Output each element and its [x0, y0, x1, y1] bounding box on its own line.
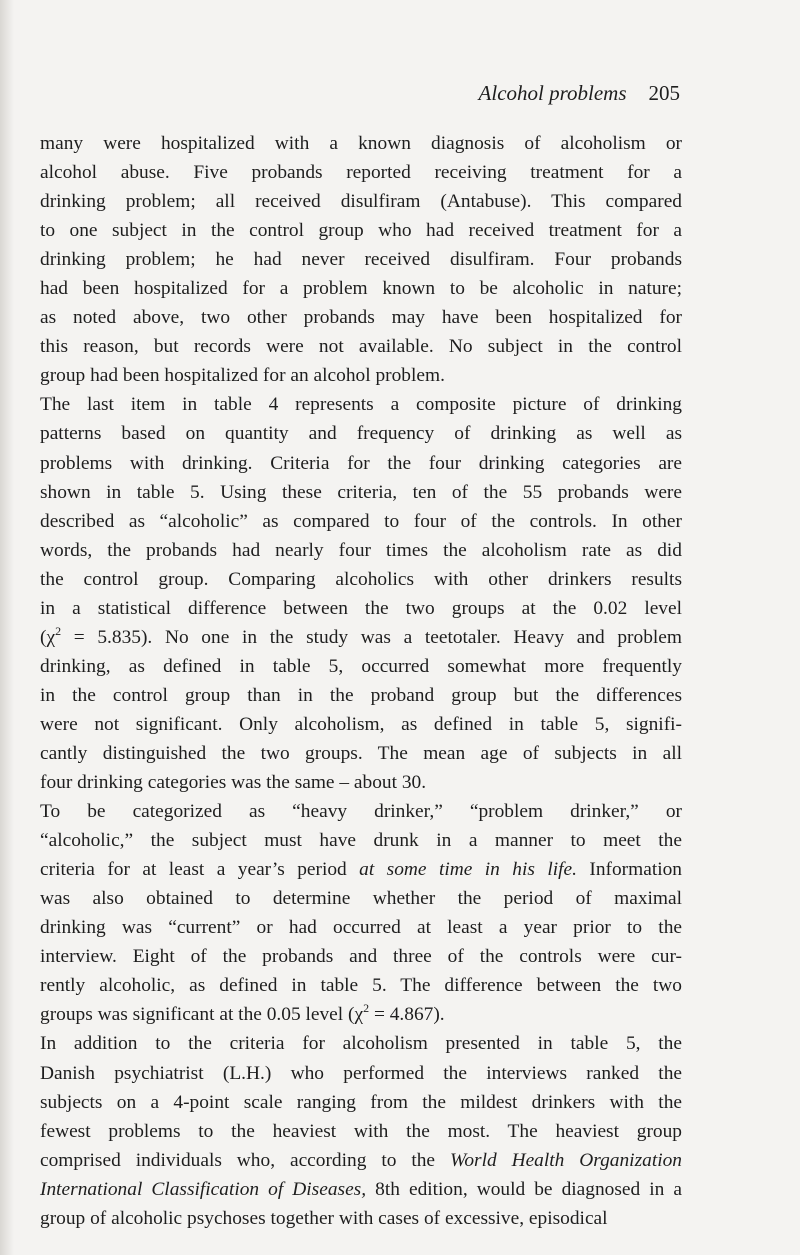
line-text: = 5.835). No one in the study was a teetotaler. Heavy and problem	[61, 626, 682, 648]
line-text: To be categorized as “heavy drinker,” “problem drinker,” or	[40, 801, 682, 823]
line-text: Information	[576, 859, 682, 881]
line-text: alcohol abuse. Five probands reported receiving treatment for a	[40, 162, 682, 184]
body-text	[40, 129, 682, 1233]
text-line	[40, 390, 682, 419]
page-number: 205	[648, 81, 680, 105]
line-text: comprised individuals who, according to the	[40, 1149, 450, 1171]
text-line	[40, 361, 682, 390]
text-line	[40, 1088, 682, 1117]
line-text: in the control group than in the proband group but the differences	[40, 684, 682, 706]
text-line	[40, 1175, 682, 1204]
line-text: words, the probands had nearly four times the alcoholism rate as did	[40, 539, 682, 561]
text-line	[40, 826, 682, 855]
text-line	[40, 942, 682, 971]
line-text: were not significant. Only alcoholism, as defined in table 5, signifi-	[40, 713, 682, 735]
line-text: had been hospitalized for a problem known to be alcoholic in nature;	[40, 278, 682, 300]
line-text: (χ	[40, 626, 56, 648]
superscript: 2	[363, 1001, 370, 1016]
text-line	[40, 187, 682, 216]
text-line	[40, 245, 682, 274]
line-text: the control group. Comparing alcoholics with other drinkers results	[40, 568, 682, 590]
line-text: subjects on a 4-point scale ranging from the mildest drinkers with the	[40, 1091, 682, 1113]
line-text: described as “alcoholic” as compared to four of the controls. In other	[40, 510, 682, 532]
text-line	[40, 507, 682, 536]
text-line	[40, 739, 682, 768]
text-line	[40, 681, 682, 710]
line-text: In addition to the criteria for alcoholism presented in table 5, the	[40, 1033, 682, 1055]
line-text: drinking problem; all received disulfiram (Antabuse). This compared	[40, 191, 682, 213]
line-text: The last item in table 4 represents a composite picture of drinking	[40, 394, 682, 416]
italic-text: at some time in his life.	[359, 859, 577, 881]
italic-text: World Health Organization	[449, 1149, 682, 1171]
text-line	[40, 1146, 682, 1175]
text-line	[40, 1117, 682, 1146]
text-line	[40, 565, 682, 594]
line-text: problems with drinking. Criteria for the four drinking categories are	[40, 452, 682, 474]
line-text: was also obtained to determine whether the period of maximal	[40, 888, 682, 910]
line-text: rently alcoholic, as defined in table 5. The difference between the two	[40, 975, 682, 997]
line-text: group had been hospitalized for an alcohol problem.	[40, 365, 445, 387]
text-line	[40, 1059, 682, 1088]
line-text: groups was significant at the 0.05 level (χ	[40, 1004, 364, 1026]
text-line	[40, 129, 682, 158]
line-text: shown in table 5. Using these criteria, ten of the 55 probands were	[40, 481, 682, 503]
line-text: as noted above, two other probands may have been hospitalized for	[40, 307, 682, 329]
text-line	[40, 652, 682, 681]
line-text: cantly distinguished the two groups. The mean age of subjects in all	[40, 742, 682, 764]
text-line	[40, 855, 682, 884]
text-line	[40, 216, 682, 245]
text-line	[40, 1000, 682, 1029]
text-line	[40, 710, 682, 739]
italic-text: International Classification of Diseases,	[40, 1178, 367, 1200]
text-line	[40, 797, 682, 826]
text-line	[40, 623, 682, 652]
line-text: Danish psychiatrist (L.H.) who performed the interviews ranked the	[40, 1062, 682, 1084]
superscript: 2	[55, 623, 62, 638]
line-text: in a statistical difference between the two groups at the 0.02 level	[40, 597, 682, 619]
line-text: drinking, as defined in table 5, occurred somewhat more frequently	[40, 655, 682, 677]
line-text: fewest problems to the heaviest with the most. The heaviest group	[40, 1120, 682, 1142]
line-text: = 4.867).	[369, 1004, 445, 1026]
text-line	[40, 274, 682, 303]
line-text: interview. Eight of the probands and three of the controls were cur-	[40, 946, 682, 968]
line-text: group of alcoholic psychoses together with cases of excessive, episodical	[40, 1207, 608, 1229]
line-text: drinking problem; he had never received disulfiram. Four probands	[40, 249, 682, 271]
text-line	[40, 449, 682, 478]
line-text: “alcoholic,” the subject must have drunk in a manner to meet the	[40, 830, 682, 852]
text-line	[40, 536, 682, 565]
text-line	[40, 332, 682, 361]
page-edge-shadow	[0, 0, 14, 1255]
text-line	[40, 884, 682, 913]
line-text: this reason, but records were not available. No subject in the control	[40, 336, 682, 358]
line-text: criteria for at least a year’s period	[40, 859, 360, 881]
text-line	[40, 1204, 682, 1233]
text-line	[40, 419, 682, 448]
running-head-title: Alcohol problems	[478, 81, 627, 105]
line-text: 8th edition, would be diagnosed in a	[366, 1178, 682, 1200]
text-line	[40, 913, 682, 942]
text-line	[40, 303, 682, 332]
text-line	[40, 768, 682, 797]
line-text: four drinking categories was the same – about 30.	[40, 772, 427, 794]
text-line	[40, 478, 682, 507]
running-head	[40, 77, 680, 109]
line-text: many were hospitalized with a known diagnosis of alcoholism or	[40, 133, 682, 154]
text-line	[40, 594, 682, 623]
line-text: drinking was “current” or had occurred at least a year prior to the	[40, 917, 682, 939]
text-line	[40, 1029, 682, 1058]
line-text: to one subject in the control group who had received treatment for a	[40, 220, 682, 242]
line-text: patterns based on quantity and frequency of drinking as well as	[40, 423, 682, 445]
text-line	[40, 158, 682, 187]
text-line	[40, 971, 682, 1000]
